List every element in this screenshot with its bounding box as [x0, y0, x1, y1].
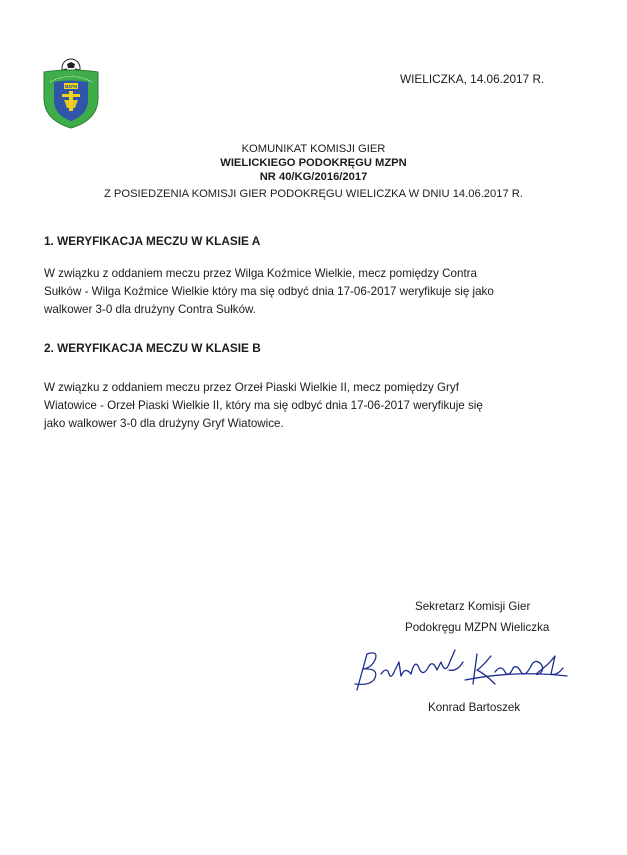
- paragraph-line: walkower 3-0 dla drużyny Contra Sułków.: [44, 303, 257, 316]
- paragraph-line: Wiatowice - Orzeł Piaski Wielkie II, który ma się odbyć dnia 17-06-2017 weryfikuje się: [44, 399, 483, 412]
- document-date: WIELICZKA, 14.06.2017 R.: [400, 72, 545, 86]
- section-heading: 2. WERYFIKACJA MECZU W KLASIE B: [44, 341, 261, 355]
- signatory-name: Konrad Bartoszek: [428, 701, 521, 714]
- title-line-1: KOMUNIKAT KOMISJI GIER: [241, 143, 386, 155]
- club-crest-icon: [40, 58, 102, 130]
- section-heading: 1. WERYFIKACJA MECZU W KLASIE A: [44, 234, 261, 248]
- section-paragraph: [44, 379, 483, 433]
- paragraph-line: W związku z oddaniem meczu przez Orzeł Piaski Wielkie II, mecz pomiędzy Gryf: [44, 381, 459, 394]
- paragraph-line: jako walkower 3-0 dla drużyny Gryf Wiatowice.: [44, 417, 284, 430]
- svg-text:MZPN: MZPN: [64, 84, 78, 89]
- paragraph-line: Sułków - Wilga Koźmice Wielkie który ma się odbyć dnia 17-06-2017 weryfikuje się jako: [44, 285, 494, 298]
- paragraph-line: W związku z oddaniem meczu przez Wilga Koźmice Wielkie, mecz pomiędzy Contra: [44, 267, 477, 280]
- title-line-4: Z POSIEDZENIA KOMISJI GIER PODOKRĘGU WIELICZKA W DNIU 14.06.2017 R.: [103, 188, 523, 200]
- title-line-3: NR 40/KG/2016/2017: [259, 171, 368, 183]
- handwritten-signature: [345, 640, 570, 695]
- signature-title-line-1: Sekretarz Komisji Gier: [415, 600, 531, 613]
- section-paragraph: [44, 265, 494, 319]
- title-line-2: WIELICKIEGO PODOKRĘGU MZPN: [220, 157, 407, 169]
- signature-title-line-2: Podokręgu MZPN Wieliczka: [405, 621, 550, 634]
